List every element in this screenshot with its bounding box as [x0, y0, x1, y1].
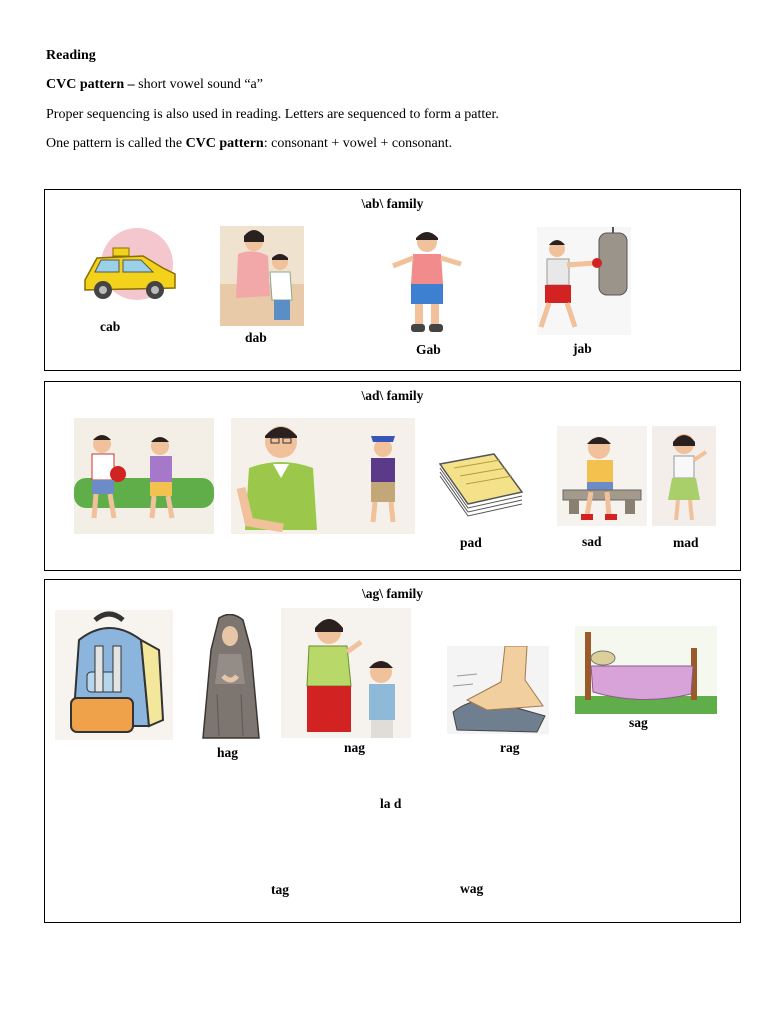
boy-punching-bag-picture — [537, 227, 631, 335]
word-rag: rag — [500, 740, 520, 755]
taxi-cab-picture — [79, 228, 179, 310]
word-mad: mad — [673, 535, 699, 550]
boy-talking-picture — [385, 228, 469, 334]
word-hag: hag — [217, 745, 239, 760]
mad-girl-picture — [652, 426, 716, 526]
word-gab: Gab — [416, 342, 441, 357]
word-jab: jab — [573, 341, 592, 356]
man-and-boy-picture — [231, 418, 415, 534]
word-dab: dab — [245, 330, 267, 345]
woman-nagging-boy-picture — [281, 608, 411, 738]
hooded-hag-picture — [197, 614, 263, 742]
boys-sitting-picture — [74, 418, 214, 534]
paper-pad-picture — [434, 434, 526, 526]
page-heading: Reading — [46, 48, 96, 63]
pattern-sentence: One pattern is called the CVC pattern: consonant + vowel + consonant. — [46, 136, 453, 151]
word-cab: cab — [100, 319, 121, 334]
sad-boy-on-bench-picture — [557, 426, 647, 526]
word-wag: wag — [460, 881, 484, 896]
word-pad: pad — [460, 535, 482, 550]
word-tag: tag — [271, 882, 289, 897]
sagging-bed-picture — [575, 626, 717, 714]
ab-family-title: \ab\ family — [361, 196, 424, 211]
word-sag: sag — [629, 715, 648, 730]
ad-family-title: \ad\ family — [361, 388, 424, 403]
word-nag: nag — [344, 740, 366, 755]
ag-family-title: \ag\ family — [361, 586, 424, 601]
ag-family-box — [44, 579, 741, 923]
intro-sentence: Proper sequencing is also used in reading. Letters are sequenced to form a patter. — [46, 107, 499, 122]
mother-dabbing-child-picture — [220, 226, 304, 326]
ad-family-box — [44, 381, 741, 571]
ab-family-box — [44, 189, 741, 371]
page-subheading: CVC pattern – short vowel sound “a” — [46, 77, 263, 92]
word-sad: sad — [582, 534, 602, 549]
word-la-d: la d — [380, 796, 402, 811]
backpack-picture — [55, 610, 173, 740]
hand-with-rag-picture — [447, 646, 549, 734]
